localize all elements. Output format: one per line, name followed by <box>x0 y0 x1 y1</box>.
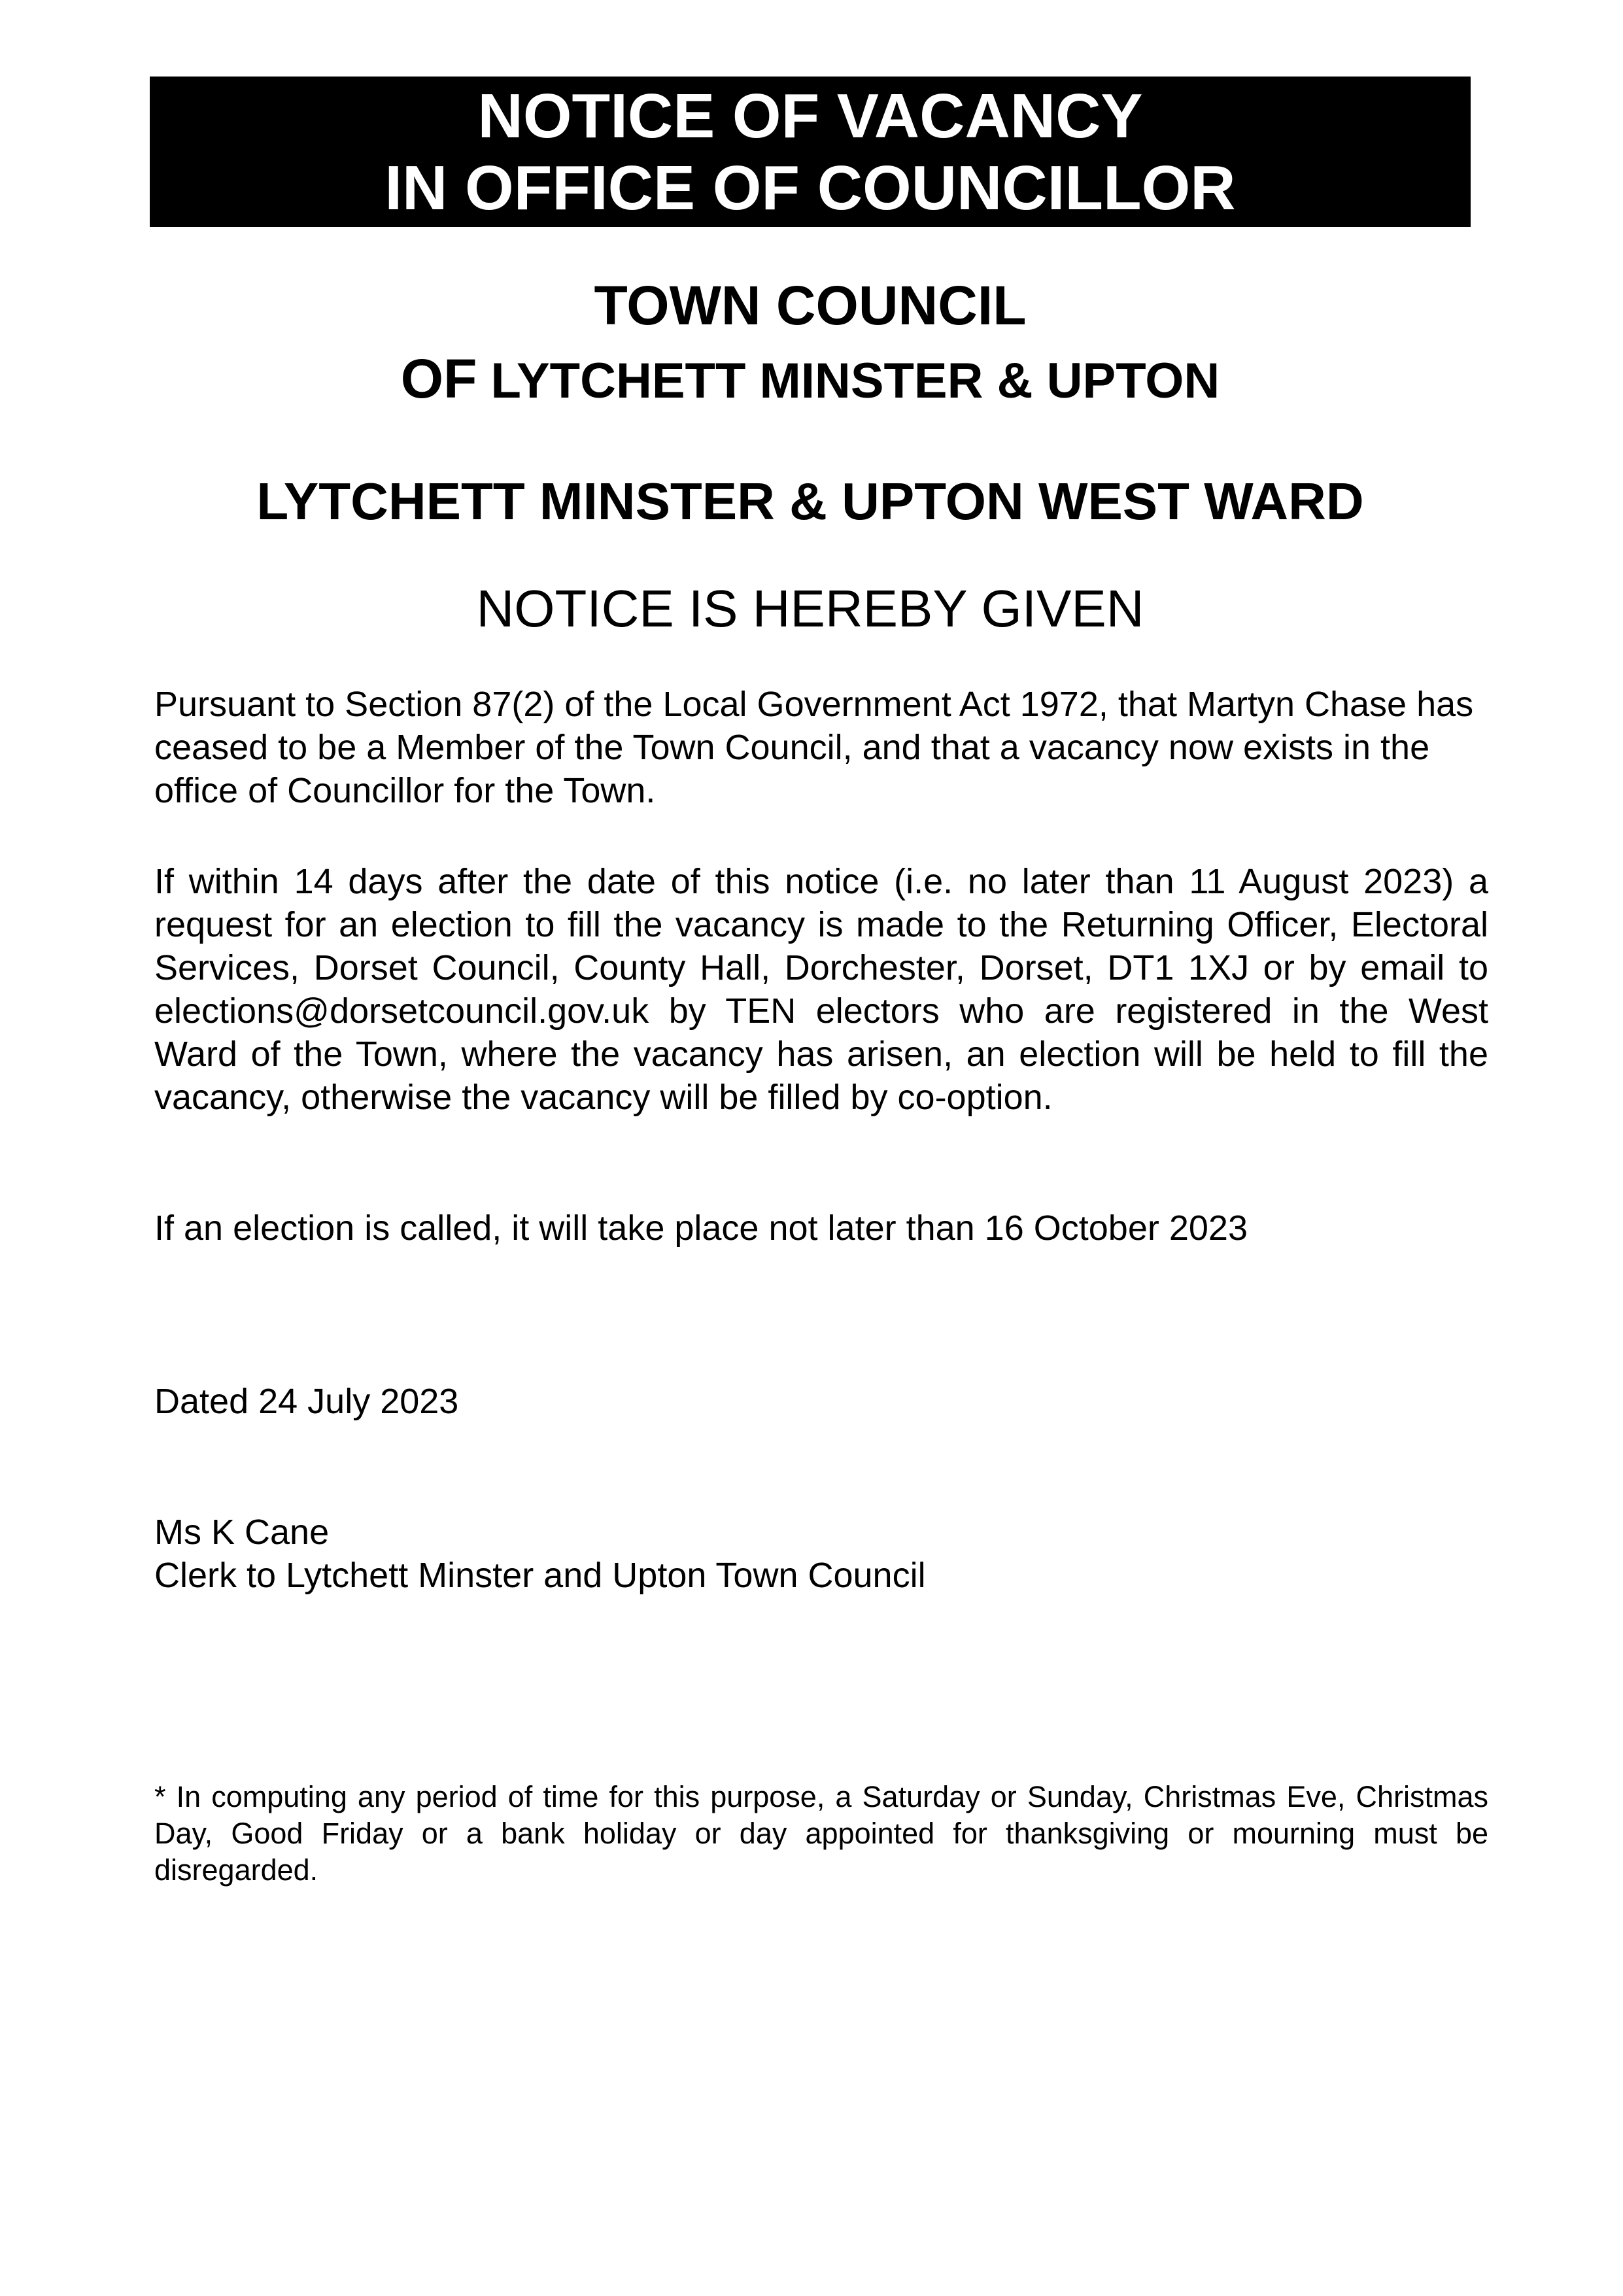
council-title-line1: TOWN COUNCIL <box>594 275 1027 336</box>
signatory-title: Clerk to Lytchett Minster and Upton Town Council <box>154 1556 926 1595</box>
banner-title-line2: IN OFFICE OF COUNCILLOR <box>384 153 1236 223</box>
council-of-word: OF <box>400 348 477 409</box>
council-title-line2 <box>150 343 1471 417</box>
paragraph-election-date: If an election is called, it will take place not later than 16 October 2023 <box>154 1208 1248 1248</box>
footnote: * In computing any period of time for this purpose, a Saturday or Sunday, Christmas Eve, Christmas Day, Good Friday or a bank holiday or day appointed for thanksgiving or mourning must be disregarded. <box>154 1780 1488 1887</box>
council-name: LYTCHETT MINSTER & UPTON <box>477 353 1220 409</box>
paragraph-vacancy: Pursuant to Section 87(2) of the Local Government Act 1972, that Martyn Chase has ceased to be a Member of the Town Council, and that a vacancy now exists in the office of Councillor for the Town. <box>154 685 1474 810</box>
signatory-block <box>154 1511 1488 1597</box>
ward-title: LYTCHETT MINSTER & UPTON WEST WARD <box>256 472 1364 530</box>
dated-line: Dated 24 July 2023 <box>154 1382 459 1421</box>
notice-banner <box>150 77 1471 227</box>
banner-title-line1: NOTICE OF VACANCY <box>477 81 1143 151</box>
paragraph-election-request: If within 14 days after the date of this notice (i.e. no later than 11 August 2023) a request for an election to fill the vacancy is made to the Returning Officer, Electoral Services, Dorset Council, County Hall, Dorchester, Dorset, DT1 1XJ or by email to elections@dorsetcouncil.gov.uk by TEN electors who are registered in the West Ward of the Town, where the vacancy has arisen, an election will be held to fill the vacancy, otherwise the vacancy will be filled by co-option. <box>154 862 1488 1117</box>
notice-heading: NOTICE IS HEREBY GIVEN <box>476 579 1144 638</box>
signatory-name: Ms K Cane <box>154 1513 330 1552</box>
